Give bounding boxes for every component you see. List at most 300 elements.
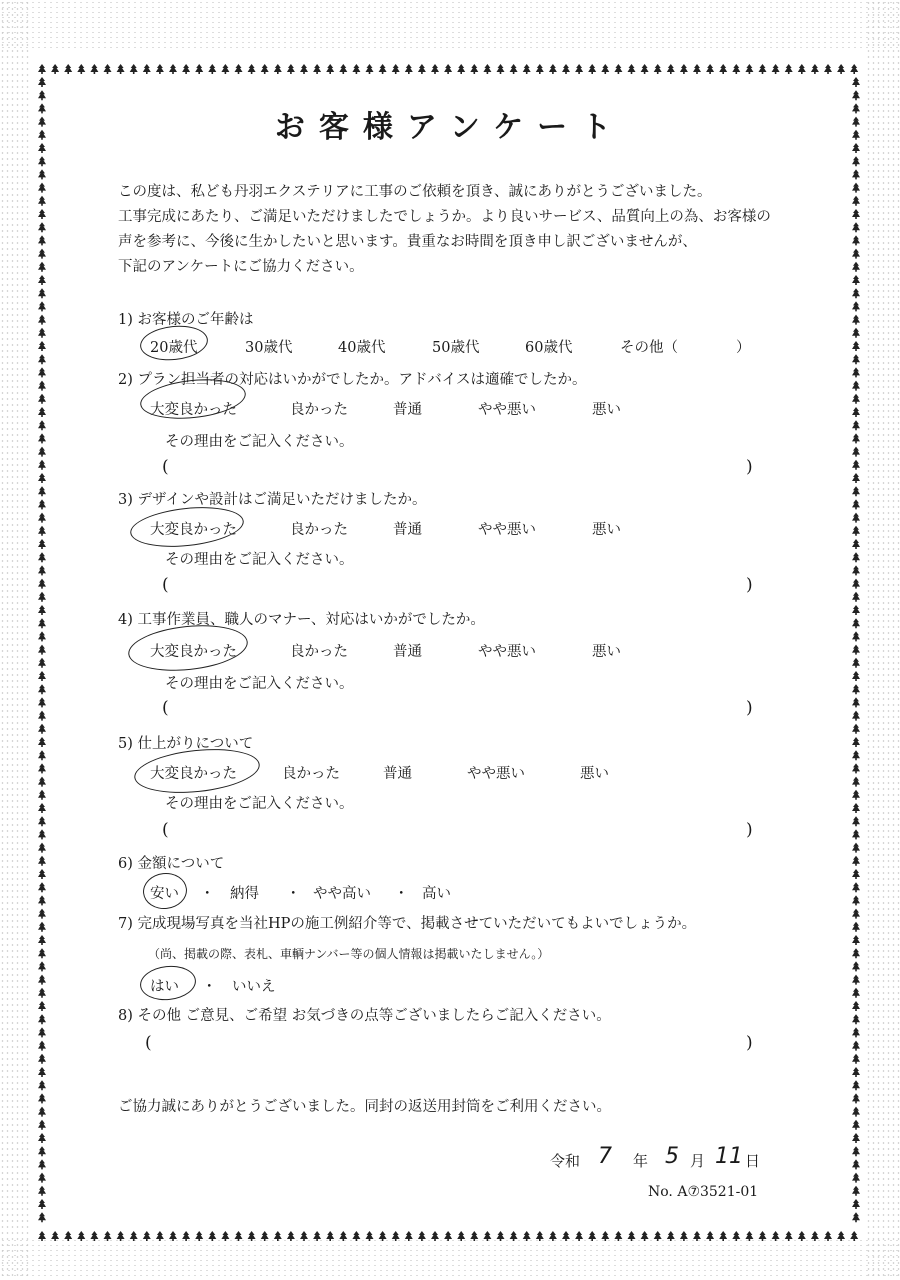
tree-icon bbox=[852, 1107, 860, 1117]
tree-icon bbox=[195, 1231, 203, 1241]
q5-option-somewhat-bad[interactable]: やや悪い bbox=[467, 766, 525, 782]
q3-option-bad[interactable]: 悪い bbox=[592, 522, 621, 538]
tree-icon bbox=[38, 869, 46, 879]
tree-icon bbox=[510, 64, 518, 74]
tree-icon bbox=[38, 90, 46, 100]
tree-icon bbox=[38, 988, 46, 998]
tree-icon bbox=[300, 1231, 308, 1241]
tree-icon bbox=[195, 64, 203, 74]
tree-icon bbox=[852, 1199, 860, 1209]
intro-line: 声を参考に、今後に生かしたいと思います。貴重なお時間を頂き申し訳ございませんが、 bbox=[118, 234, 697, 250]
q6-option-high[interactable]: 高い bbox=[422, 886, 451, 902]
q1-option-20s[interactable]: 20歳代 bbox=[150, 340, 198, 356]
tree-icon bbox=[208, 1231, 216, 1241]
tree-icon bbox=[852, 605, 860, 615]
tree-icon bbox=[38, 631, 46, 641]
question-3-label: 3) デザインや設計はご満足いただけましたか。 bbox=[118, 492, 427, 508]
tree-icon bbox=[38, 328, 46, 338]
tree-icon bbox=[457, 1231, 465, 1241]
tree-icon bbox=[614, 1231, 622, 1241]
tree-icon bbox=[852, 196, 860, 206]
tree-icon bbox=[379, 1231, 387, 1241]
tree-icon bbox=[852, 1146, 860, 1156]
q2-option-somewhat-bad[interactable]: やや悪い bbox=[478, 402, 536, 418]
tree-icon bbox=[38, 843, 46, 853]
tree-icon bbox=[444, 1231, 452, 1241]
tree-icon bbox=[38, 895, 46, 905]
q1-option-30s[interactable]: 30歳代 bbox=[245, 340, 293, 356]
tree-icon bbox=[641, 64, 649, 74]
tree-icon bbox=[706, 1231, 714, 1241]
tree-icon bbox=[38, 341, 46, 351]
tree-icon bbox=[38, 1186, 46, 1196]
q7-privacy-note: （尚、掲載の際、表札、車輌ナンバー等の個人情報は掲載いたしません。） bbox=[148, 947, 550, 961]
tree-icon bbox=[339, 1231, 347, 1241]
tree-icon bbox=[339, 64, 347, 74]
q5-reason-prompt: その理由をご記入ください。 bbox=[165, 796, 354, 812]
tree-icon bbox=[38, 1054, 46, 1064]
tree-icon bbox=[143, 64, 151, 74]
tree-icon bbox=[38, 433, 46, 443]
tree-icon bbox=[852, 315, 860, 325]
tree-icon bbox=[470, 1231, 478, 1241]
tree-icon bbox=[852, 447, 860, 457]
tree-icon bbox=[38, 275, 46, 285]
tree-icon bbox=[313, 1231, 321, 1241]
tree-icon bbox=[156, 64, 164, 74]
tree-icon bbox=[852, 328, 860, 338]
tree-icon bbox=[852, 394, 860, 404]
tree-icon bbox=[732, 1231, 740, 1241]
tree-icon bbox=[824, 64, 832, 74]
tree-icon bbox=[852, 301, 860, 311]
tree-icon bbox=[38, 156, 46, 166]
tree-icon bbox=[38, 737, 46, 747]
tree-icon bbox=[38, 1027, 46, 1037]
tree-icon bbox=[719, 1231, 727, 1241]
tree-icon bbox=[852, 1080, 860, 1090]
tree-icon bbox=[852, 1186, 860, 1196]
tree-icon bbox=[852, 829, 860, 839]
tree-icon bbox=[852, 381, 860, 391]
tree-icon bbox=[261, 1231, 269, 1241]
tree-icon bbox=[852, 1159, 860, 1169]
q1-option-60s[interactable]: 60歳代 bbox=[525, 340, 573, 356]
q4-reason-prompt: その理由をご記入ください。 bbox=[165, 676, 354, 692]
tree-icon bbox=[38, 909, 46, 919]
tree-icon bbox=[418, 1231, 426, 1241]
tree-icon bbox=[366, 64, 374, 74]
tree-icon bbox=[274, 1231, 282, 1241]
tree-icon bbox=[470, 64, 478, 74]
tree-icon bbox=[628, 64, 636, 74]
tree-icon bbox=[852, 909, 860, 919]
tree-icon bbox=[536, 64, 544, 74]
tree-icon bbox=[575, 1231, 583, 1241]
q3-reason-close: ) bbox=[746, 575, 753, 595]
tree-icon bbox=[38, 750, 46, 760]
tree-icon bbox=[497, 1231, 505, 1241]
intro-line: 工事完成にあたり、ご満足いただけましたでしょうか。より良いサービス、品質向上の為、お客様の bbox=[118, 209, 771, 225]
tree-icon bbox=[38, 1080, 46, 1090]
tree-icon bbox=[852, 697, 860, 707]
tree-icon bbox=[772, 64, 780, 74]
tree-icon bbox=[104, 1231, 112, 1241]
tree-icon bbox=[852, 579, 860, 589]
tree-icon bbox=[798, 1231, 806, 1241]
tree-icon bbox=[38, 1041, 46, 1051]
tree-icon bbox=[235, 64, 243, 74]
tree-icon bbox=[852, 565, 860, 575]
intro-line: 下記のアンケートにご協力ください。 bbox=[118, 259, 364, 275]
q4-reason-close: ) bbox=[746, 698, 753, 718]
tree-icon bbox=[852, 1120, 860, 1130]
date-day-unit: 日 bbox=[745, 1152, 761, 1170]
tree-icon bbox=[444, 64, 452, 74]
tree-icon bbox=[38, 473, 46, 483]
tree-icon bbox=[38, 288, 46, 298]
q2-reason-open: ( bbox=[162, 457, 169, 477]
tree-icon bbox=[38, 539, 46, 549]
tree-icon bbox=[852, 935, 860, 945]
tree-icon bbox=[772, 1231, 780, 1241]
tree-icon bbox=[852, 1093, 860, 1103]
tree-icon bbox=[706, 64, 714, 74]
tree-icon bbox=[852, 975, 860, 985]
tree-icon bbox=[693, 1231, 701, 1241]
tree-icon bbox=[641, 1231, 649, 1241]
tree-icon bbox=[38, 645, 46, 655]
tree-icon bbox=[852, 711, 860, 721]
tree-icon bbox=[601, 64, 609, 74]
q2-option-average[interactable]: 普通 bbox=[393, 402, 422, 418]
intro-text bbox=[118, 180, 808, 280]
tree-icon bbox=[38, 526, 46, 536]
tree-icon bbox=[852, 288, 860, 298]
tree-icon bbox=[182, 1231, 190, 1241]
tree-icon bbox=[64, 64, 72, 74]
tree-icon bbox=[418, 64, 426, 74]
tree-icon bbox=[852, 222, 860, 232]
tree-icon bbox=[38, 183, 46, 193]
tree-icon bbox=[38, 196, 46, 206]
date-era: 令和 bbox=[550, 1152, 581, 1170]
tree-icon bbox=[261, 64, 269, 74]
tree-icon bbox=[852, 77, 860, 87]
tree-icon bbox=[852, 618, 860, 628]
tree-icon bbox=[38, 790, 46, 800]
document-number: No. A⑦3521-01 bbox=[648, 1184, 759, 1200]
tree-icon bbox=[38, 420, 46, 430]
tree-icon bbox=[852, 156, 860, 166]
tree-icon bbox=[352, 64, 360, 74]
tree-icon bbox=[852, 499, 860, 509]
tree-icon bbox=[38, 1093, 46, 1103]
tree-icon bbox=[785, 64, 793, 74]
q1-option-50s[interactable]: 50歳代 bbox=[432, 340, 480, 356]
q1-option-40s[interactable]: 40歳代 bbox=[338, 340, 386, 356]
tree-icon bbox=[852, 407, 860, 417]
tree-icon bbox=[221, 1231, 229, 1241]
tree-icon bbox=[38, 169, 46, 179]
tree-icon bbox=[38, 803, 46, 813]
question-7-label: 7) 完成現場写真を当社HPの施工例紹介等で、掲載させていただいてもよいでしょうか。 bbox=[118, 916, 697, 932]
tree-icon bbox=[38, 64, 46, 74]
q6-option-somewhat-high[interactable]: やや高い bbox=[313, 886, 371, 902]
tree-icon bbox=[852, 420, 860, 430]
tree-icon bbox=[852, 1133, 860, 1143]
tree-icon bbox=[38, 552, 46, 562]
tree-icon bbox=[326, 1231, 334, 1241]
tree-icon bbox=[852, 1014, 860, 1024]
tree-icon bbox=[852, 724, 860, 734]
tree-icon bbox=[852, 631, 860, 641]
tree-icon bbox=[38, 1014, 46, 1024]
tree-icon bbox=[431, 64, 439, 74]
tree-icon bbox=[588, 1231, 596, 1241]
tree-icon bbox=[837, 64, 845, 74]
tree-icon bbox=[852, 1041, 860, 1051]
tree-icon bbox=[248, 64, 256, 74]
tree-icon bbox=[38, 579, 46, 589]
tree-icon bbox=[852, 750, 860, 760]
tree-icon bbox=[745, 64, 753, 74]
tree-icon bbox=[38, 1120, 46, 1130]
tree-icon bbox=[852, 737, 860, 747]
tree-icon bbox=[523, 64, 531, 74]
tree-icon bbox=[852, 856, 860, 866]
tree-icon bbox=[38, 1212, 46, 1222]
question-4-label: 4) 工事作業員、職人のマナー、対応はいかがでしたか。 bbox=[118, 612, 485, 628]
tree-icon bbox=[38, 77, 46, 87]
tree-icon bbox=[287, 1231, 295, 1241]
tree-icon bbox=[852, 90, 860, 100]
tree-icon bbox=[38, 354, 46, 364]
tree-icon bbox=[38, 658, 46, 668]
tree-icon bbox=[313, 64, 321, 74]
tree-icon bbox=[852, 816, 860, 826]
tree-icon bbox=[852, 235, 860, 245]
tree-icon bbox=[497, 64, 505, 74]
tree-icon bbox=[38, 447, 46, 457]
tree-icon bbox=[852, 183, 860, 193]
tree-icon bbox=[117, 64, 125, 74]
q3-option-good[interactable]: 良かった bbox=[290, 522, 348, 538]
tree-icon bbox=[536, 1231, 544, 1241]
q4-option-bad[interactable]: 悪い bbox=[592, 644, 621, 660]
q2-option-bad[interactable]: 悪い bbox=[592, 402, 621, 418]
tree-icon bbox=[852, 433, 860, 443]
tree-icon bbox=[38, 724, 46, 734]
question-1-label: 1) お客様のご年齢は bbox=[118, 312, 254, 328]
q6-separator: ・ bbox=[394, 886, 409, 902]
tree-icon bbox=[38, 763, 46, 773]
tree-icon bbox=[38, 856, 46, 866]
tree-icon bbox=[38, 711, 46, 721]
tree-icon bbox=[38, 671, 46, 681]
tree-icon bbox=[759, 64, 767, 74]
tree-icon bbox=[117, 1231, 125, 1241]
tree-icon bbox=[130, 64, 138, 74]
tree-icon bbox=[38, 975, 46, 985]
q2-reason-prompt: その理由をご記入ください。 bbox=[165, 434, 354, 450]
tree-icon bbox=[287, 64, 295, 74]
tree-icon bbox=[38, 1146, 46, 1156]
q6-option-cheap[interactable]: 安い bbox=[150, 886, 179, 902]
tree-icon bbox=[852, 275, 860, 285]
tree-icon bbox=[628, 1231, 636, 1241]
tree-icon bbox=[852, 790, 860, 800]
tree-icon bbox=[667, 1231, 675, 1241]
tree-icon bbox=[680, 1231, 688, 1241]
tree-icon bbox=[38, 209, 46, 219]
tree-icon bbox=[680, 64, 688, 74]
tree-icon bbox=[852, 869, 860, 879]
tree-icon bbox=[38, 1199, 46, 1209]
tree-icon bbox=[601, 1231, 609, 1241]
tree-icon bbox=[38, 1231, 46, 1241]
q1-option-other[interactable]: その他（ ） bbox=[620, 340, 751, 356]
q5-option-good[interactable]: 良かった bbox=[282, 766, 340, 782]
tree-icon bbox=[732, 64, 740, 74]
question-2-label: 2) プラン担当者の対応はいかがでしたか。アドバイスは適確でしたか。 bbox=[118, 372, 587, 388]
q8-comment-close: ) bbox=[746, 1033, 753, 1053]
date-year-unit: 年 bbox=[633, 1152, 649, 1170]
tree-icon bbox=[38, 777, 46, 787]
tree-icon bbox=[38, 235, 46, 245]
tree-icon bbox=[824, 1231, 832, 1241]
tree-icon bbox=[221, 64, 229, 74]
tree-icon bbox=[326, 64, 334, 74]
q2-option-very-good[interactable]: 大変良かった bbox=[150, 402, 237, 418]
tree-icon bbox=[64, 1231, 72, 1241]
tree-icon bbox=[38, 407, 46, 417]
tree-icon bbox=[38, 249, 46, 259]
tree-icon bbox=[852, 1027, 860, 1037]
q3-option-average[interactable]: 普通 bbox=[393, 522, 422, 538]
tree-icon bbox=[38, 1159, 46, 1169]
tree-icon bbox=[852, 1173, 860, 1183]
tree-icon bbox=[575, 64, 583, 74]
tree-icon bbox=[719, 64, 727, 74]
q4-option-good[interactable]: 良かった bbox=[290, 644, 348, 660]
tree-icon bbox=[852, 367, 860, 377]
tree-icon bbox=[248, 1231, 256, 1241]
tree-icon bbox=[852, 513, 860, 523]
tree-icon bbox=[38, 262, 46, 272]
tree-icon bbox=[745, 1231, 753, 1241]
tree-icon bbox=[852, 341, 860, 351]
tree-icon bbox=[38, 1173, 46, 1183]
tree-icon bbox=[405, 1231, 413, 1241]
tree-icon bbox=[852, 249, 860, 259]
date-month-unit: 月 bbox=[690, 1152, 706, 1170]
tree-icon bbox=[38, 948, 46, 958]
q3-reason-prompt: その理由をご記入ください。 bbox=[165, 552, 354, 568]
tree-icon bbox=[852, 961, 860, 971]
tree-icon bbox=[38, 922, 46, 932]
tree-icon bbox=[852, 1054, 860, 1064]
tree-icon bbox=[549, 64, 557, 74]
tree-icon bbox=[693, 64, 701, 74]
tree-icon bbox=[38, 592, 46, 602]
tree-icon bbox=[852, 988, 860, 998]
tree-icon bbox=[51, 64, 59, 74]
q5-option-average[interactable]: 普通 bbox=[383, 766, 412, 782]
tree-icon bbox=[300, 64, 308, 74]
tree-icon bbox=[38, 961, 46, 971]
q3-option-somewhat-bad[interactable]: やや悪い bbox=[478, 522, 536, 538]
tree-icon bbox=[852, 777, 860, 787]
date-month-handwritten: 5 bbox=[665, 1144, 679, 1169]
tree-icon bbox=[38, 618, 46, 628]
q5-reason-close: ) bbox=[746, 820, 753, 840]
q4-option-somewhat-bad[interactable]: やや悪い bbox=[478, 644, 536, 660]
tree-icon bbox=[852, 684, 860, 694]
tree-icon bbox=[852, 882, 860, 892]
q5-reason-open: ( bbox=[162, 820, 169, 840]
q5-option-bad[interactable]: 悪い bbox=[580, 766, 609, 782]
tree-icon bbox=[852, 658, 860, 668]
q3-option-very-good[interactable]: 大変良かった bbox=[150, 522, 237, 538]
tree-icon bbox=[510, 1231, 518, 1241]
tree-icon bbox=[38, 367, 46, 377]
q7-option-yes[interactable]: はい bbox=[150, 979, 179, 995]
tree-icon bbox=[38, 1001, 46, 1011]
q4-option-average[interactable]: 普通 bbox=[393, 644, 422, 660]
q5-option-very-good[interactable]: 大変良かった bbox=[150, 766, 237, 782]
tree-icon bbox=[38, 315, 46, 325]
date-day-handwritten: 11 bbox=[715, 1144, 743, 1169]
tree-icon bbox=[38, 816, 46, 826]
tree-icon bbox=[852, 526, 860, 536]
tree-icon bbox=[90, 1231, 98, 1241]
tree-icon bbox=[235, 1231, 243, 1241]
tree-icon bbox=[785, 1231, 793, 1241]
tree-icon bbox=[77, 64, 85, 74]
q3-reason-open: ( bbox=[162, 575, 169, 595]
tree-icon bbox=[852, 169, 860, 179]
q8-comment-open: ( bbox=[145, 1033, 152, 1053]
q2-option-good[interactable]: 良かった bbox=[290, 402, 348, 418]
q4-option-very-good[interactable]: 大変良かった bbox=[150, 644, 237, 660]
tree-icon bbox=[588, 64, 596, 74]
tree-icon bbox=[852, 592, 860, 602]
tree-icon bbox=[392, 64, 400, 74]
tree-icon bbox=[852, 460, 860, 470]
tree-icon bbox=[852, 922, 860, 932]
tree-icon bbox=[852, 1212, 860, 1222]
tree-icon bbox=[352, 1231, 360, 1241]
tree-icon bbox=[38, 1133, 46, 1143]
tree-icon bbox=[169, 64, 177, 74]
tree-icon bbox=[852, 948, 860, 958]
q7-option-no[interactable]: いいえ bbox=[232, 979, 276, 995]
tree-icon bbox=[405, 64, 413, 74]
q6-option-reasonable[interactable]: 納得 bbox=[230, 886, 259, 902]
tree-icon bbox=[852, 895, 860, 905]
tree-icon bbox=[38, 565, 46, 575]
tree-icon bbox=[457, 64, 465, 74]
tree-icon bbox=[852, 209, 860, 219]
q2-reason-close: ) bbox=[746, 457, 753, 477]
tree-icon bbox=[274, 64, 282, 74]
question-6-label: 6) 金額について bbox=[118, 856, 225, 872]
tree-icon bbox=[379, 64, 387, 74]
tree-icon bbox=[549, 1231, 557, 1241]
page-title: お客様アンケート bbox=[274, 110, 626, 145]
tree-icon bbox=[38, 222, 46, 232]
